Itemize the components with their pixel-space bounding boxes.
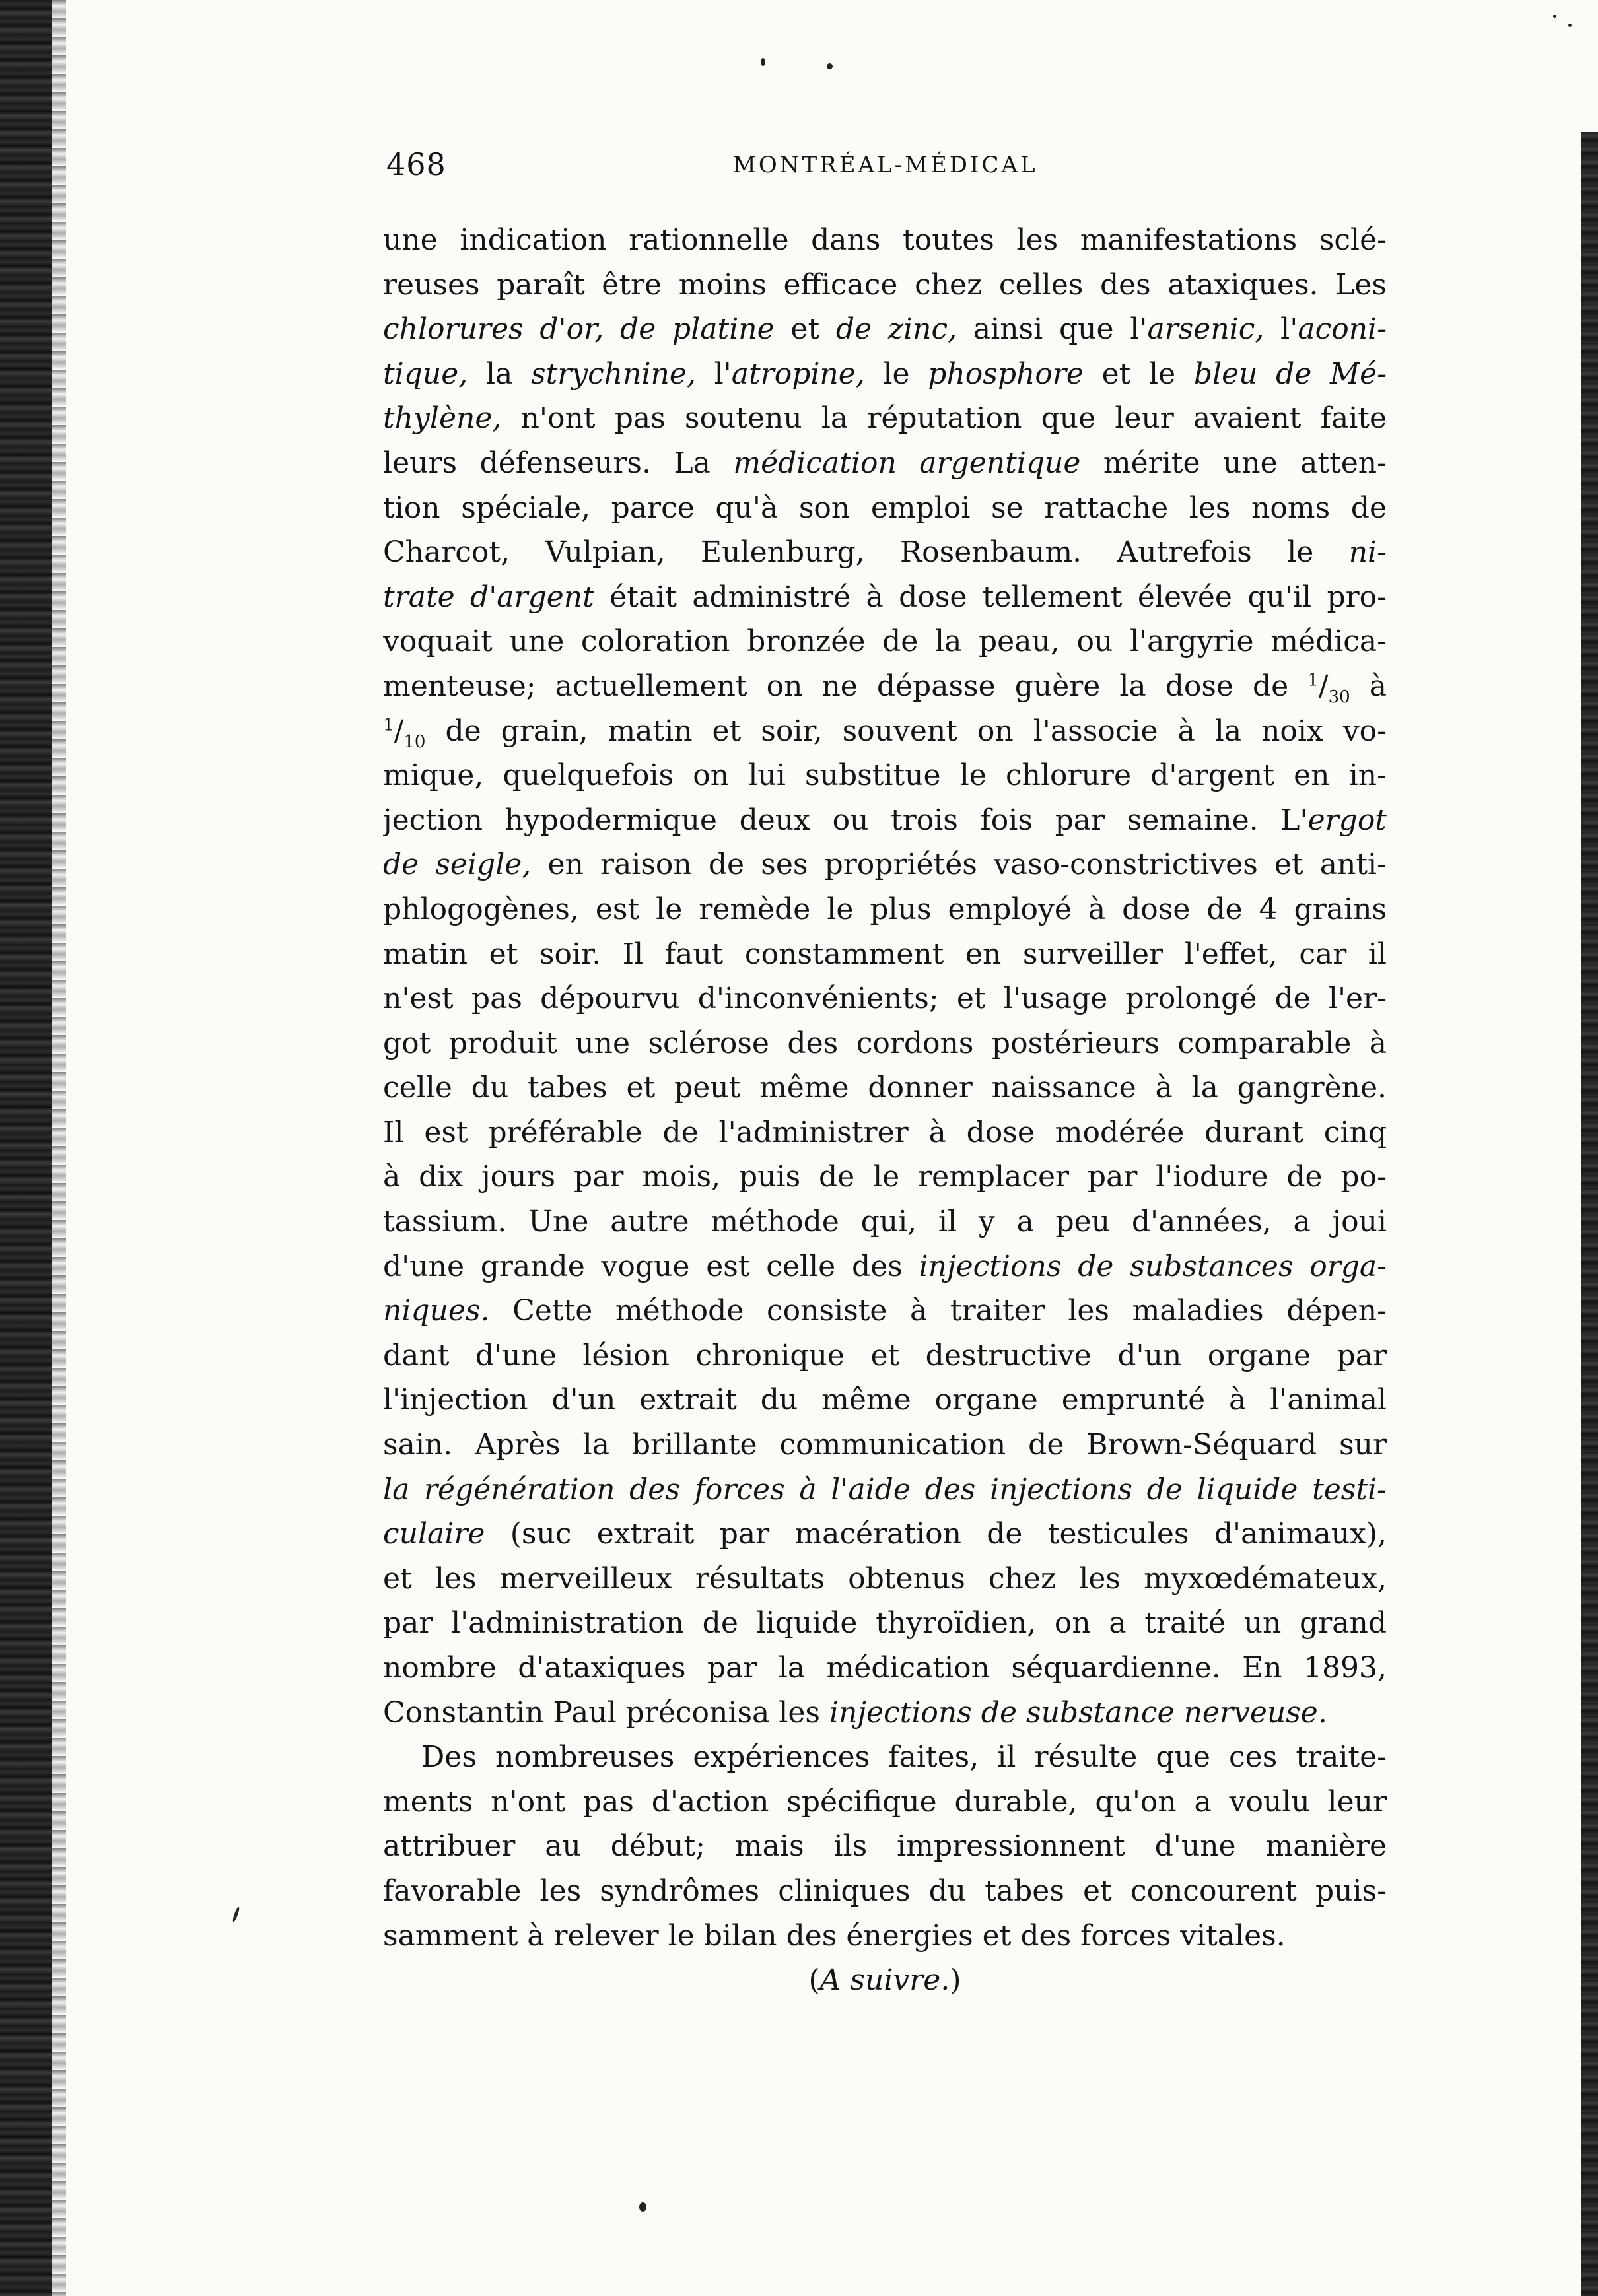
italic-segment: ni- (1348, 535, 1387, 570)
text-segment: voquait une coloration bronzée de la peau, ou l'argyrie médica- (383, 625, 1387, 659)
text-segment: en raison de ses propriétés vaso-constrictives et anti- (531, 848, 1387, 882)
text-segment: n'est pas dépourvu d'inconvénients; et l'usage prolongé de l'er- (383, 982, 1387, 1016)
italic-segment: aconi- (1298, 312, 1387, 347)
text-segment: phlogogènes, est le remède le plus employé à dose de 4 grains (383, 892, 1387, 926)
italic-segment: trate d'argent (383, 580, 594, 614)
text-line (383, 664, 1387, 709)
text-line (383, 1423, 1387, 1468)
italic-segment: injections de substances orga- (919, 1249, 1387, 1283)
text-line (383, 1914, 1387, 1959)
fraction: $^1/_{10}$ (383, 714, 426, 752)
text-segment: et (774, 312, 836, 347)
text-line (383, 218, 1387, 263)
text-line (383, 1378, 1387, 1423)
text-segment: était administré à dose tellement élevée qu'il pro- (594, 580, 1387, 614)
text-segment: dant d'une lésion chronique et destructive d'un organe par (383, 1338, 1387, 1372)
italic-segment: la régénération des forces à l'aide des injections de liquide testi- (383, 1472, 1387, 1506)
text-line (383, 396, 1387, 441)
text-line (383, 1557, 1387, 1602)
text-line (383, 1155, 1387, 1199)
text-line (383, 441, 1387, 486)
text-line (383, 307, 1387, 352)
text-line (383, 1289, 1387, 1334)
text-line (383, 486, 1387, 531)
scan-edge-left (0, 0, 52, 2296)
text-segment: menteuse; actuellement on ne dépasse guère la dose de (383, 669, 1308, 703)
italic-segment: phosphore (928, 356, 1084, 391)
italic-segment: ergot (1307, 803, 1387, 837)
text-segment: de grain, matin et soir, souvent on l'associe à la noix vo- (425, 714, 1387, 748)
text-segment: nombre d'ataxiques par la médication séquardienne. En 1893, (383, 1651, 1387, 1685)
scan-edge-fringe (52, 0, 66, 2296)
scan-speck (1553, 15, 1556, 18)
italic-segment: atropine, (731, 356, 865, 391)
text-segment: celle du tabes et peut même donner naissance à la gangrène. (383, 1071, 1387, 1105)
italic-segment: médication argentique (733, 446, 1081, 480)
scan-speck (827, 63, 833, 69)
italic-segment: culaire (383, 1517, 485, 1551)
text-line (383, 1468, 1387, 1512)
text-segment: ments n'ont pas d'action spécifique durable, qu'on a voulu leur (383, 1784, 1387, 1819)
text-segment: le (864, 356, 928, 391)
text-line (383, 619, 1387, 664)
text-line (383, 530, 1387, 575)
text-line (383, 932, 1387, 977)
text-segment: l' (1264, 312, 1298, 347)
scan-speck (232, 1907, 240, 1922)
text-line (383, 1021, 1387, 1066)
text-line (383, 1601, 1387, 1646)
text-segment: favorable les syndrômes cliniques du tabes et concourent puis- (383, 1874, 1387, 1908)
italic-segment: niques. (383, 1294, 490, 1328)
text-segment: n'ont pas soutenu la réputation que leur avaient faite (501, 401, 1387, 436)
text-segment: samment à relever le bilan des énergies et des forces vitales. (383, 1918, 1286, 1953)
text-segment: à dix jours par mois, puis de le remplacer par l'iodure de po- (383, 1160, 1387, 1194)
page-header (386, 147, 1393, 186)
text-segment: et le (1083, 356, 1194, 391)
text-line (383, 1824, 1387, 1869)
text-segment: la (468, 356, 531, 391)
text-segment: ainsi que l' (957, 312, 1148, 347)
fraction: $^1/_{30}$ (1307, 669, 1350, 707)
text-line (383, 842, 1387, 887)
italic-segment: chlorures d'or, de platine (383, 312, 775, 347)
text-segment: Des nombreuses expériences faites, il résulte que ces traite- (421, 1740, 1387, 1774)
text-segment: à (1350, 669, 1387, 703)
text-line (383, 1244, 1387, 1289)
text-line (383, 709, 1387, 754)
scan-speck (639, 2202, 646, 2212)
text-line (383, 1110, 1387, 1155)
scan-edge-right (1581, 132, 1598, 2296)
text-line (383, 887, 1387, 932)
text-segment: ( (808, 1963, 820, 1998)
italic-segment: A suivre. (819, 1963, 950, 1998)
text-segment: Cette méthode consiste à traiter les maladies dépen- (489, 1294, 1387, 1328)
text-line (383, 1512, 1387, 1557)
text-line (383, 1334, 1387, 1378)
text-line (383, 352, 1387, 397)
text-segment: Constantin Paul préconisa les (383, 1695, 829, 1730)
italic-segment: bleu de Mé- (1193, 356, 1387, 391)
text-segment: Il est préférable de l'administrer à dose modérée durant cinq (383, 1115, 1387, 1149)
text-segment: got produit une sclérose des cordons postérieurs comparable à (383, 1026, 1387, 1060)
text-segment: tion spéciale, parce qu'à son emploi se rattache les noms de (383, 490, 1387, 525)
article-body (383, 218, 1387, 1998)
text-segment: mique, quelquefois on lui substitue le chlorure d'argent en in- (383, 759, 1387, 793)
italic-segment: arsenic, (1147, 312, 1265, 347)
text-segment: leurs défenseurs. La (383, 446, 734, 480)
text-line (383, 1735, 1387, 1780)
running-title: MONTRÉAL-MÉDICAL (733, 152, 1038, 178)
text-line (383, 1199, 1387, 1244)
text-line (383, 1065, 1387, 1110)
text-line (383, 1958, 1387, 2003)
text-segment: et les merveilleux résultats obtenus chez les myxœdémateux, (383, 1561, 1387, 1596)
text-line (383, 575, 1387, 620)
text-segment: sain. Après la brillante communication de Brown-Séquard sur (383, 1428, 1387, 1462)
text-line (383, 1869, 1387, 1914)
text-segment: reuses paraît être moins efficace chez celles des ataxiques. Les (383, 267, 1387, 302)
italic-segment: de seigle, (383, 848, 532, 882)
text-segment: l' (695, 356, 732, 391)
text-line (383, 1646, 1387, 1691)
italic-segment: thylène, (383, 401, 502, 436)
text-segment: d'une grande vogue est celle des (383, 1249, 919, 1283)
text-segment: Charcot, Vulpian, Eulenburg, Rosenbaum. Autrefois le (383, 535, 1349, 570)
page-number: 468 (386, 147, 446, 182)
text-segment: (suc extrait par macération de testicules d'animaux), (485, 1517, 1387, 1551)
text-segment: attribuer au début; mais ils impressionnent d'une manière (383, 1829, 1387, 1864)
scan-speck (761, 58, 765, 66)
text-line (383, 1780, 1387, 1825)
text-segment: jection hypodermique deux ou trois fois par semaine. L' (383, 803, 1308, 837)
text-segment: par l'administration de liquide thyroïdien, on a traité un grand (383, 1606, 1387, 1640)
text-line (383, 1691, 1387, 1736)
text-segment: ) (950, 1963, 961, 1998)
text-segment: mérite une atten- (1080, 446, 1387, 480)
scan-speck (1568, 24, 1572, 27)
text-segment: une indication rationnelle dans toutes les manifestations sclé- (383, 223, 1387, 257)
text-line (383, 976, 1387, 1021)
text-line (383, 753, 1387, 798)
italic-segment: de zinc, (835, 312, 957, 347)
italic-segment: injections de substance nerveuse. (829, 1695, 1327, 1730)
text-segment: matin et soir. Il faut constamment en surveiller l'effet, car il (383, 937, 1387, 971)
text-line (383, 798, 1387, 843)
text-segment: tassium. Une autre méthode qui, il y a peu d'années, a joui (383, 1205, 1387, 1239)
text-line (383, 263, 1387, 308)
italic-segment: strychnine, (530, 356, 696, 391)
text-segment: l'injection d'un extrait du même organe emprunté à l'animal (383, 1383, 1387, 1417)
italic-segment: tique, (383, 356, 468, 391)
